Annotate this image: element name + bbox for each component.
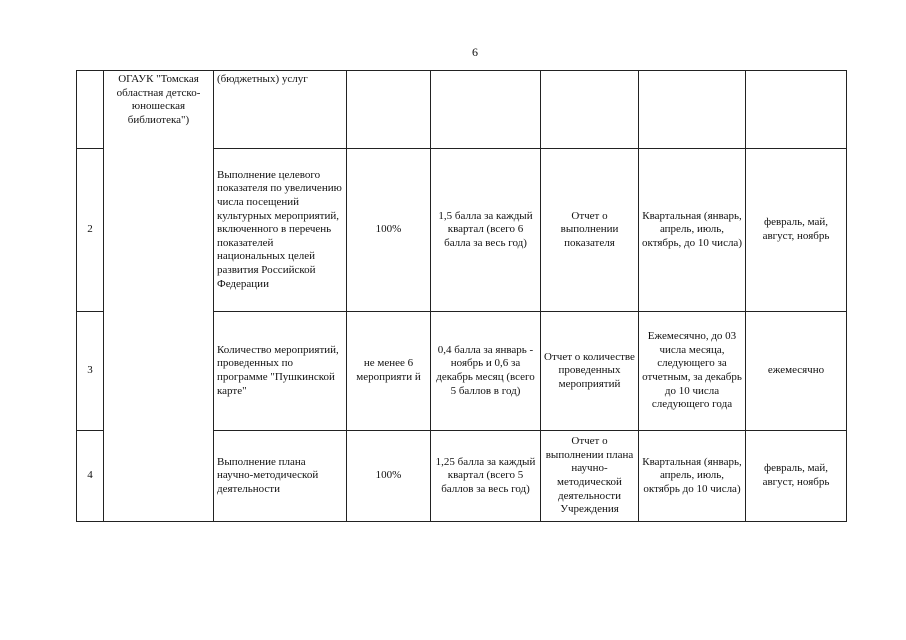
cell-indicator: (бюджетных) услуг xyxy=(214,71,347,149)
cell-months: ежемесячно xyxy=(746,312,847,431)
cell-months: февраль, май, август, ноябрь xyxy=(746,431,847,522)
cell-report: Отчет о выполнении показателя xyxy=(541,149,639,312)
cell-target: не менее 6 мероприяти й xyxy=(347,312,431,431)
cell-organization: ОГАУК "Томская областная детско-юношеская библиотека") xyxy=(104,71,214,522)
cell-months: февраль, май, август, ноябрь xyxy=(746,149,847,312)
cell-score: 1,25 балла за каждый квартал (всего 5 баллов за весь год) xyxy=(431,431,541,522)
cell-score: 0,4 балла за январь - ноябрь и 0,6 за декабрь месяц (всего 5 баллов в год) xyxy=(431,312,541,431)
cell-empty xyxy=(541,71,639,149)
cell-periodicity: Квартальная (январь, апрель, июль, октябрь, до 10 числа) xyxy=(639,149,746,312)
cell-report: Отчет о количестве проведенных мероприятий xyxy=(541,312,639,431)
cell-indicator: Выполнение целевого показателя по увеличению числа посещений культурных мероприятий, включенного в перечень показателей национальных целей развития Российской Федерации xyxy=(214,149,347,312)
cell-target: 100% xyxy=(347,431,431,522)
criteria-table xyxy=(76,70,847,522)
page-number: 6 xyxy=(472,45,478,59)
cell-target: 100% xyxy=(347,149,431,312)
cell-empty xyxy=(347,71,431,149)
cell-periodicity: Квартальная (январь, апрель, июль, октябрь до 10 числа) xyxy=(639,431,746,522)
cell-report: Отчет о выполнении плана научно-методической деятельности Учреждения xyxy=(541,431,639,522)
cell-periodicity: Ежемесячно, до 03 числа месяца, следующего за отчетным, за декабрь до 10 числа следующего года xyxy=(639,312,746,431)
cell-score: 1,5 балла за каждый квартал (всего 6 балла за весь год) xyxy=(431,149,541,312)
cell-num-empty xyxy=(77,71,104,149)
cell-empty xyxy=(431,71,541,149)
cell-indicator: Выполнение плана научно-методической деятельности xyxy=(214,431,347,522)
cell-num: 2 xyxy=(77,149,104,312)
cell-num: 4 xyxy=(77,431,104,522)
cell-empty xyxy=(639,71,746,149)
cell-indicator: Количество мероприятий, проведенных по программе "Пушкинской карте" xyxy=(214,312,347,431)
table-row-continued xyxy=(77,71,847,149)
cell-empty xyxy=(746,71,847,149)
cell-num: 3 xyxy=(77,312,104,431)
